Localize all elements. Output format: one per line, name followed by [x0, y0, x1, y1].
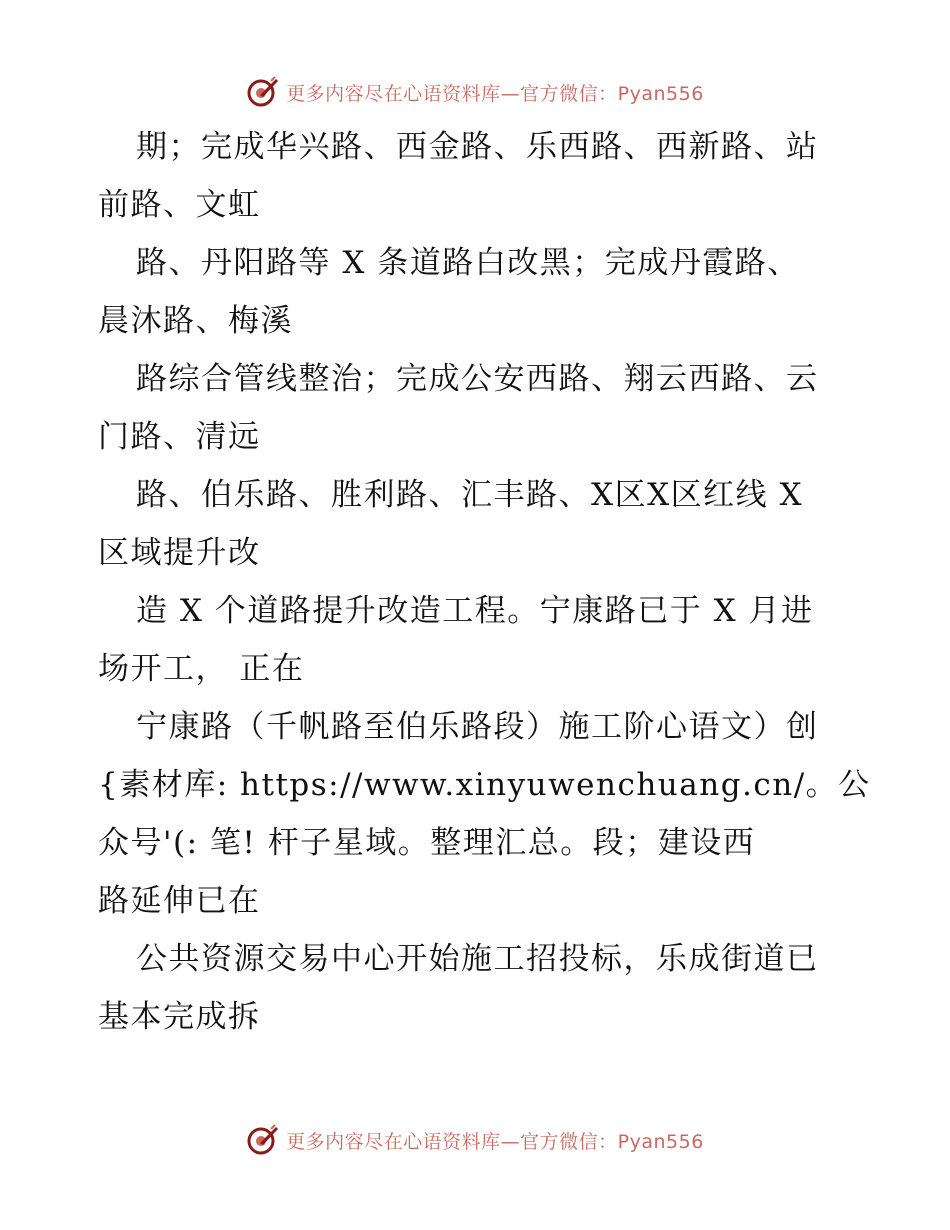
quill-logo-icon: [246, 75, 280, 109]
text-line: 门路、清远: [98, 419, 261, 455]
footer-watermark-text: 更多内容尽在心语资料库—官方微信：Pyan556: [286, 1130, 704, 1153]
text-line: 晨沐路、梅溪: [98, 303, 293, 339]
text-line: 期；完成华兴路、西金路、乐西路、西新路、站: [136, 129, 819, 165]
text-line: 场开工， 正在: [98, 651, 305, 687]
text-line: 区域提升改: [98, 535, 261, 571]
text-line: 路综合管线整治；完成公安西路、翔云西路、云: [136, 361, 819, 397]
text-line: 宁康路（千帆路至伯乐路段）施工阶心语文）创: [136, 709, 819, 745]
header-watermark-text: 更多内容尽在心语资料库—官方微信：Pyan556: [286, 82, 704, 105]
quill-logo-icon: [246, 1123, 280, 1157]
document-body: [98, 118, 871, 1046]
header-watermark-banner: [0, 72, 950, 112]
text-line: 路、伯乐路、胜利路、汇丰路、X区X区红线 X: [136, 477, 804, 513]
text-line: 众号'(: 笔! 杆子星域。整理汇总。段；建设西: [98, 825, 756, 861]
text-line: 路、丹阳路等 X 条道路白改黑；完成丹霞路、: [136, 245, 800, 281]
text-line: 基本完成拆: [98, 999, 261, 1035]
text-line: 造 X 个道路提升改造工程。宁康路已于 X 月进: [136, 593, 814, 629]
text-line: 公共资源交易中心开始施工招投标，乐成街道已: [136, 941, 819, 977]
text-line: {素材库: https://www.xinyuwenchuang.cn/。公: [98, 767, 871, 803]
text-line: 路延伸已在: [98, 883, 261, 919]
text-line: 前路、文虹: [98, 187, 261, 223]
footer-watermark-banner: [0, 1120, 950, 1160]
